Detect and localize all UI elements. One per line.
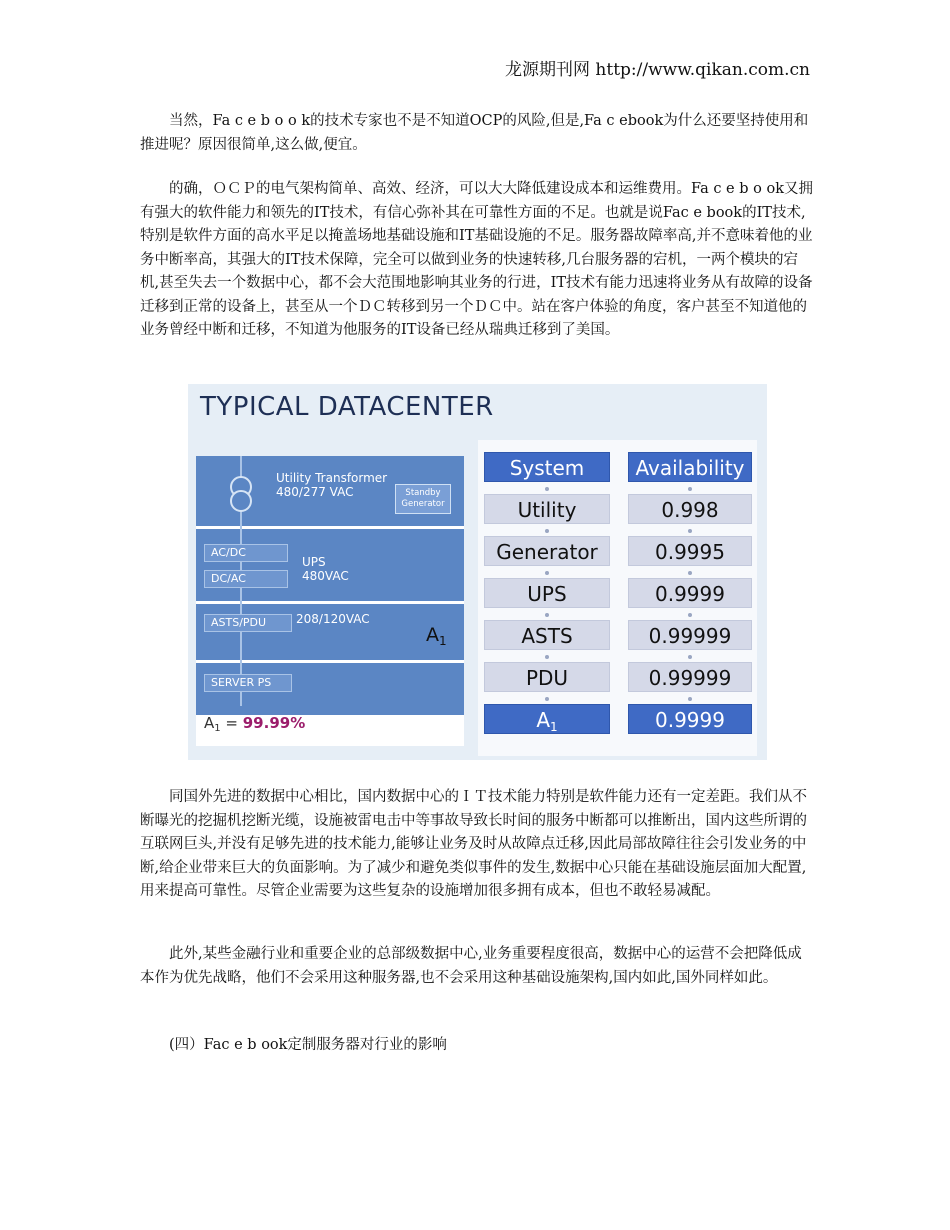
utility-transformer-label: Utility Transformer [276, 471, 388, 485]
row-pdu-availability: 0.99999 [628, 662, 752, 692]
connector-dot [688, 697, 692, 701]
row-ups-system: UPS [484, 578, 610, 608]
pdu-voltage-label: 208/120VAC [296, 612, 370, 626]
row-pdu-system: PDU [484, 662, 610, 692]
datacenter-figure [188, 384, 767, 760]
page-header: 龙源期刊网 http://www.qikan.com.cn [505, 60, 810, 80]
availability-table [478, 440, 757, 756]
connector-dot [545, 613, 549, 617]
standby-label: Standby [405, 488, 441, 498]
connector-dot [688, 613, 692, 617]
connector-dot [688, 487, 692, 491]
server-ps-chip: SERVER PS [204, 674, 292, 692]
connector-dot [545, 655, 549, 659]
row-generator-availability: 0.9995 [628, 536, 752, 566]
section-heading: (四）Fac e b ook定制服务器对行业的影响 [169, 1037, 447, 1053]
row-utility-availability: 0.998 [628, 494, 752, 524]
asts-pdu-chip: ASTS/PDU [204, 614, 292, 632]
row-a1-availability: 0.9999 [628, 704, 752, 734]
connector-dot [688, 655, 692, 659]
connector-dot [545, 571, 549, 575]
connector-dot [545, 529, 549, 533]
a1-stage-label: $A_1$ [426, 624, 447, 648]
header-system: System [484, 452, 610, 482]
connector-dot [545, 697, 549, 701]
connector-dot [688, 529, 692, 533]
row-ups-availability: 0.9999 [628, 578, 752, 608]
connector-dot [545, 487, 549, 491]
power-chain-diagram [196, 456, 464, 746]
acdc-chip: AC/DC [204, 544, 288, 562]
dcac-chip: DC/AC [204, 570, 288, 588]
row-utility-system: Utility [484, 494, 610, 524]
paragraph-4: 此外,某些金融行业和重要企业的总部级数据中心,业务重要程度很高，数据中心的运营不会把降低成本作为优先战略，他们不会采用这种服务器,也不会采用这种基础设施架构,国内如此,国外同样如此。 [140, 946, 802, 986]
header-availability: Availability [628, 452, 752, 482]
generator-label: Generator [401, 499, 445, 509]
connector-dot [688, 571, 692, 575]
standby-generator-box [395, 484, 451, 514]
row-asts-availability: 0.99999 [628, 620, 752, 650]
a1-result: $A_1 = 99.99\%$ [204, 714, 306, 734]
paragraph-3: 同国外先进的数据中心相比，国内数据中心的ＩＴ技术能力特别是软件能力还有一定差距。我们从不断曝光的挖掘机挖断光缆，设施被雷电击中等事故导致长时间的服务中断都可以推断出，国内这些所谓的互联网巨头,并没有足够先进的技术能力,能够让业务及时从故障点迁移,因此局部故障往往会引发业务的中断,给企业带来巨大的负面影响。为了减少和避免类似事件的发生,数据中心只能在基础设施层面加大配置,用来提高可靠性。尽管企业需要为这些复杂的设施增加很多拥有成本，但也不敢轻易减配。 [140, 789, 807, 899]
row-a1-system: $A_1$ [484, 704, 610, 734]
paragraph-1: 当然，Fa c e b o o k的技术专家也不是不知道OCP的风险,但是,Fa c ebook为什么还要坚持使用和推进呢？原因很简单,这么做,便宜。 [140, 113, 809, 153]
paragraph-2: 的确，ＯＣＰ的电气架构简单、高效、经济，可以大大降低建设成本和运维费用。Fa c e b o ok又拥有强大的软件能力和领先的IT技术，有信心弥补其在可靠性方面的不足。也就是说Fac e book的IT技术,特别是软件方面的高水平足以掩盖场地基础设施和IT基础设施的不足。服务器故障率高,并不意味着他的业务中断率高，其强大的IT技术保障，完全可以做到业务的快速转移,几台服务器的宕机，一两个模块的宕机,甚至失去一个数据中心，都不会大范围地影响其业务的行进，IT技术有能力迅速将业务从有故障的设备迁移到正常的设备上，甚至从一个ＤＣ转移到另一个ＤＣ中。站在客户体验的角度，客户甚至不知道他的业务曾经中断和迁移，不知道为他服务的IT设备已经从瑞典迁移到了美国。 [140, 181, 813, 338]
row-asts-system: ASTS [484, 620, 610, 650]
utility-voltage-label: 480/277 VAC [276, 485, 354, 499]
figure-title: TYPICAL DATACENTER [200, 392, 494, 422]
ups-voltage-label: 480VAC [302, 569, 349, 583]
row-generator-system: Generator [484, 536, 610, 566]
transformer-coil-icon [230, 490, 252, 512]
ups-label: UPS [302, 555, 326, 569]
ups-stage [196, 529, 464, 601]
